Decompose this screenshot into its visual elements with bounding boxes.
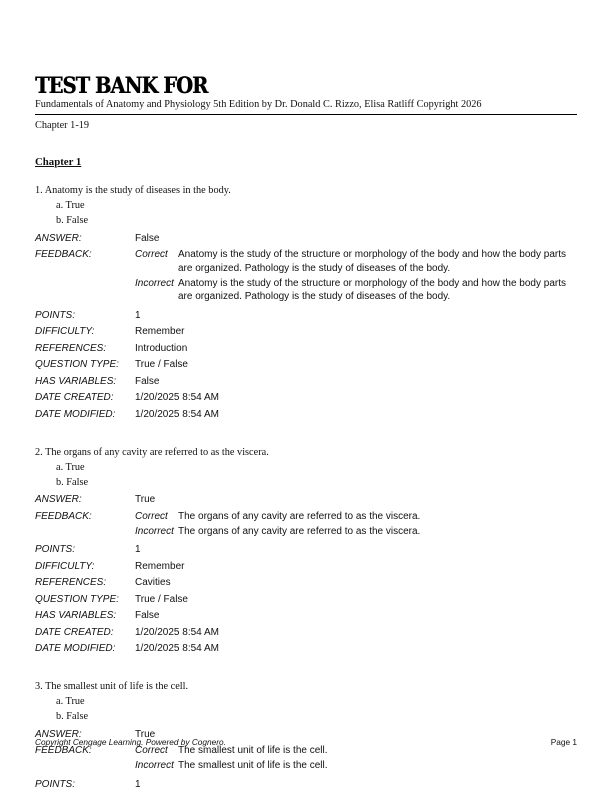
meta-row (35, 248, 577, 305)
meta-label: POINTS: (35, 778, 76, 790)
choice-list (35, 460, 577, 490)
feedback-entry (135, 525, 578, 539)
meta-rows (35, 493, 577, 655)
feedback-block (135, 510, 578, 540)
question-text: 2. The organs of any cavity are referred to as the viscera. (35, 446, 269, 458)
chapter-range: Chapter 1-19 (35, 120, 90, 131)
meta-label: DIFFICULTY: (35, 560, 95, 572)
meta-value: False (135, 610, 160, 621)
feedback-tag: Correct (135, 745, 168, 756)
feedback-block (135, 248, 578, 305)
feedback-text: The organs of any cavity are referred to as the viscera. (178, 525, 421, 537)
question-block (35, 445, 577, 656)
question-text: 1. Anatomy is the study of diseases in the body. (35, 185, 231, 196)
feedback-text: The organs of any cavity are referred to as the viscera. (178, 510, 421, 522)
meta-row (35, 325, 577, 338)
question-block (35, 183, 577, 421)
meta-row (35, 543, 577, 556)
meta-row (35, 309, 577, 322)
meta-row (35, 626, 577, 639)
meta-value: True / False (135, 359, 188, 370)
meta-row (35, 232, 577, 245)
meta-value: Introduction (135, 342, 188, 354)
question-block (35, 679, 577, 791)
meta-label: POINTS: (35, 544, 76, 555)
feedback-text: The smallest unit of life is the cell. (178, 760, 328, 771)
footer-copyright: Copyright Cengage Learning. Powered by Cognero. (35, 737, 226, 747)
page-footer (35, 737, 577, 747)
choice-list (35, 198, 577, 228)
meta-row (35, 778, 577, 791)
meta-value: Cavities (135, 577, 171, 588)
feedback-tag: Incorrect (135, 525, 174, 537)
meta-label: HAS VARIABLES: (35, 375, 117, 387)
meta-label: HAS VARIABLES: (35, 610, 117, 621)
feedback-text: The smallest unit of life is the cell. (178, 745, 328, 756)
meta-label: QUESTION TYPE: (35, 593, 119, 605)
meta-label: DATE MODIFIED: (35, 643, 116, 654)
meta-value: 1/20/2025 8:54 AM (135, 643, 219, 654)
meta-row (35, 342, 577, 355)
choice: a. True (56, 696, 85, 707)
meta-value: True / False (135, 593, 188, 605)
meta-value: 1/20/2025 8:54 AM (135, 408, 219, 420)
meta-row (35, 609, 577, 622)
meta-row (35, 358, 577, 371)
feedback-block (135, 744, 578, 774)
meta-label: REFERENCES: (35, 342, 107, 354)
meta-label: REFERENCES: (35, 577, 107, 588)
meta-label: DATE MODIFIED: (35, 408, 116, 420)
meta-value: True (135, 728, 156, 740)
footer-page-number: Page 1 (550, 737, 577, 747)
document-subtitle: Fundamentals of Anatomy and Physiology 5th Edition by Dr. Donald C. Rizzo, Elisa Ratliff Copyright 2026 (35, 98, 577, 115)
feedback-tag: Incorrect (135, 277, 174, 289)
meta-value: False (135, 232, 160, 244)
feedback-text: Anatomy is the study of the structure or morphology of the body and how the body parts are organized. Pathology is the study of diseases of the body. (178, 277, 566, 302)
meta-label: POINTS: (35, 309, 76, 321)
questions (35, 183, 577, 791)
meta-row (35, 408, 577, 421)
feedback-text: Anatomy is the study of the structure or morphology of the body and how the body parts are organized. Pathology is the study of diseases of the body. (178, 249, 566, 274)
meta-value: 1 (135, 544, 141, 555)
meta-row (35, 576, 577, 589)
meta-label: DATE CREATED: (35, 392, 114, 403)
feedback-entry (135, 759, 578, 773)
choice: a. True (56, 200, 85, 211)
feedback-entry (135, 248, 578, 275)
meta-label: FEEDBACK: (35, 745, 92, 756)
meta-value: True (135, 494, 156, 505)
feedback-entry (135, 277, 578, 304)
feedback-tag: Incorrect (135, 760, 174, 771)
meta-label: QUESTION TYPE: (35, 359, 119, 370)
meta-row (35, 375, 577, 388)
meta-label: FEEDBACK: (35, 249, 92, 260)
choice: b. False (56, 476, 89, 488)
meta-label: FEEDBACK: (35, 510, 92, 522)
meta-value: Remember (135, 560, 185, 572)
feedback-tag: Correct (135, 249, 168, 260)
meta-row (35, 391, 577, 404)
choice: b. False (56, 711, 89, 722)
choice: b. False (56, 215, 89, 226)
document-title: TEST BANK FOR (35, 73, 208, 99)
document-header (35, 73, 577, 132)
meta-value: Remember (135, 326, 185, 337)
meta-value: 1/20/2025 8:54 AM (135, 626, 219, 638)
choice: a. True (56, 461, 85, 473)
feedback-tag: Correct (135, 510, 168, 522)
meta-value: 1 (135, 778, 141, 790)
meta-label: ANSWER: (35, 728, 82, 740)
section-heading: Chapter 1 (35, 156, 82, 168)
meta-rows (35, 232, 577, 421)
meta-value: False (135, 375, 160, 387)
meta-row (35, 493, 577, 506)
meta-row (35, 642, 577, 655)
feedback-entry (135, 510, 578, 524)
meta-label: ANSWER: (35, 494, 82, 505)
meta-value: 1/20/2025 8:54 AM (135, 392, 219, 403)
meta-row (35, 510, 577, 540)
meta-label: DATE CREATED: (35, 626, 114, 638)
question-text: 3. The smallest unit of life is the cell. (35, 681, 189, 692)
meta-row (35, 744, 577, 774)
meta-label: ANSWER: (35, 232, 82, 244)
meta-value: 1 (135, 309, 141, 321)
meta-label: DIFFICULTY: (35, 326, 95, 337)
meta-row (35, 593, 577, 606)
choice-list (35, 694, 577, 724)
meta-row (35, 560, 577, 573)
